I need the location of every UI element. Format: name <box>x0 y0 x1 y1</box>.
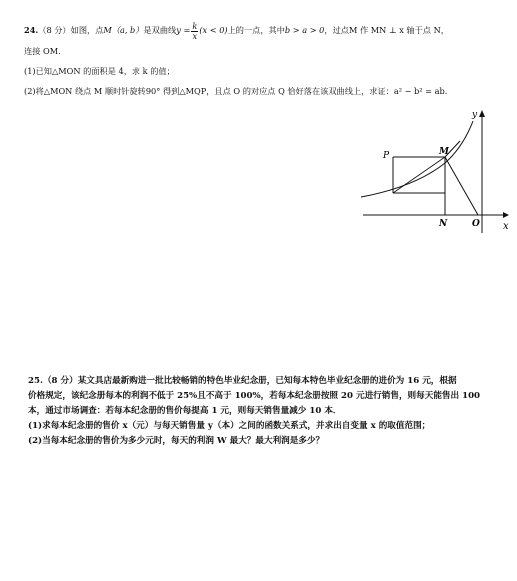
segment-PQ-diag <box>393 157 445 193</box>
label-x: x <box>503 221 509 232</box>
label-M: M <box>439 147 449 157</box>
q24-stem-line1 <box>24 21 449 39</box>
label-O: O <box>472 219 480 229</box>
q25-line1: 25.（8 分）某文具店最新购进一批比较畅销的特色毕业纪念册，已知每本特色毕业纪念册的进价为 16 元，根据 <box>28 376 457 386</box>
q24-stem-line2: 连接 OM. <box>24 46 61 56</box>
q24-func-lhs: y = <box>176 25 191 35</box>
q24-part2: (2)将△MON 绕点 M 顺时针旋转90° 得到△MQP，且点 O 的对应点 Q 恰好落在该双曲线上，求证：a² − b² = ab． <box>24 86 453 96</box>
q24-stem-c: 上的一点，其中 <box>227 25 285 35</box>
q25-line3: 本，通过市场调查：若每本纪念册的售价每提高 1 元，则每天销售量减少 10 本． <box>28 406 342 416</box>
q24-condition: b > a > 0 <box>284 25 325 35</box>
q24-point: M（a, b） <box>103 25 144 35</box>
q24-part1: (1)已知△MON 的面积是 4，求 k 的值； <box>24 66 175 76</box>
q24-stem-d: ，过点 <box>324 25 349 35</box>
q24-func-numerator: k <box>192 20 198 31</box>
label-N: N <box>439 219 448 229</box>
q24-figure <box>355 105 515 235</box>
q24-stem-e: M 作 MN ⊥ x 轴于点 N， <box>348 25 449 35</box>
q25-part1: (1)求每本纪念册的售价 x（元）与每天销售量 y（本）之间的函数关系式，并求出自变量 x 的取值范围； <box>28 421 431 431</box>
q25-line2: 价格规定，该纪念册每本的利润不低于 25%且不高于 100%，若每本纪念册按照 20 元进行销售，则每天能售出 100 <box>28 391 481 401</box>
q24-score: （8 分） <box>38 25 71 35</box>
x-axis-arrow-icon <box>503 212 509 218</box>
q24-number: 24. <box>24 25 39 35</box>
q25-part2: (2)当每本纪念册的售价为多少元时，每天的利润 W 最大？最大利润是多少？ <box>28 436 325 446</box>
label-y: y <box>472 110 478 120</box>
hyperbola-curve <box>361 121 473 197</box>
q24-func-denominator: x <box>192 30 198 41</box>
q24-stem-a: 如图，点 <box>70 25 104 35</box>
q24-func-condition: (x < 0) <box>199 25 228 35</box>
y-axis-arrow-icon <box>479 110 485 117</box>
q24-stem-b: 是双曲线 <box>143 25 177 35</box>
label-P: P <box>383 151 390 161</box>
segment-MO <box>445 157 478 215</box>
q24-func-fraction <box>191 22 198 41</box>
